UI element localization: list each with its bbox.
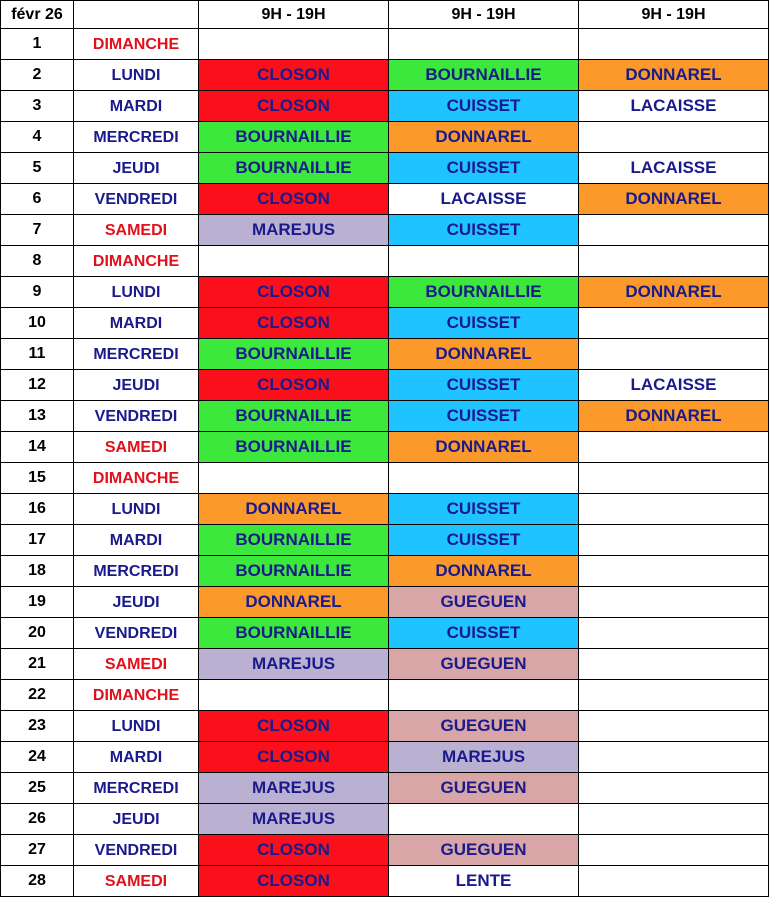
shift-cell: [579, 494, 769, 525]
weekday-label: VENDREDI: [94, 842, 178, 859]
table-row: [1, 153, 769, 184]
table-row: [1, 184, 769, 215]
weekday-cell: [74, 60, 199, 91]
weekday-cell: [74, 246, 199, 277]
shift-cell: DONNAREL: [199, 587, 389, 618]
weekday-label: VENDREDI: [94, 191, 178, 208]
shift-cell: CLOSON: [199, 835, 389, 866]
table-row: [1, 463, 769, 494]
shift-cell: [389, 804, 579, 835]
weekday-label: JEUDI: [112, 594, 160, 611]
month-label: févr 26: [1, 1, 74, 29]
weekday-cell: [74, 525, 199, 556]
shift-cell: CUISSET: [389, 618, 579, 649]
table-row: [1, 91, 769, 122]
table-row: [1, 339, 769, 370]
day-number: 1: [1, 29, 74, 60]
day-number: 4: [1, 122, 74, 153]
shift-cell: BOURNAILLIE: [199, 556, 389, 587]
shift-cell: GUEGUEN: [389, 835, 579, 866]
shift-cell: [579, 246, 769, 277]
weekday-label: MARDI: [109, 532, 163, 549]
day-number: 19: [1, 587, 74, 618]
table-row: [1, 866, 769, 897]
shift-cell: DONNAREL: [389, 556, 579, 587]
table-row: [1, 556, 769, 587]
weekday-label: DIMANCHE: [92, 687, 180, 704]
day-number: 20: [1, 618, 74, 649]
shift-cell: [579, 618, 769, 649]
weekday-cell: [74, 835, 199, 866]
weekday-label: SAMEDI: [104, 873, 168, 890]
header-row: [1, 1, 769, 29]
day-number: 16: [1, 494, 74, 525]
table-row: [1, 525, 769, 556]
shift-cell: BOURNAILLIE: [199, 339, 389, 370]
shift-cell: [389, 680, 579, 711]
day-number: 15: [1, 463, 74, 494]
shift-cell: DONNAREL: [579, 184, 769, 215]
shift-cell: GUEGUEN: [389, 773, 579, 804]
shift-cell: CUISSET: [389, 308, 579, 339]
shift-cell: [579, 215, 769, 246]
shift-cell: [579, 432, 769, 463]
day-number: 26: [1, 804, 74, 835]
weekday-label: SAMEDI: [104, 439, 168, 456]
shift-cell: CLOSON: [199, 277, 389, 308]
day-number: 8: [1, 246, 74, 277]
shift-cell: DONNAREL: [389, 339, 579, 370]
weekday-label: MERCREDI: [93, 563, 179, 580]
shift-cell: CUISSET: [389, 525, 579, 556]
shift-cell: [199, 246, 389, 277]
weekday-cell: [74, 680, 199, 711]
shift-cell: DONNAREL: [389, 432, 579, 463]
day-number: 2: [1, 60, 74, 91]
weekday-cell: [74, 401, 199, 432]
table-row: [1, 370, 769, 401]
day-number: 7: [1, 215, 74, 246]
day-number: 18: [1, 556, 74, 587]
weekday-label: LUNDI: [111, 501, 161, 518]
weekday-cell: [74, 122, 199, 153]
table-row: [1, 835, 769, 866]
weekday-label: SAMEDI: [104, 222, 168, 239]
shift-cell: CLOSON: [199, 742, 389, 773]
shift-cell: LACAISSE: [579, 153, 769, 184]
shift-cell: [579, 866, 769, 897]
day-number: 24: [1, 742, 74, 773]
table-row: [1, 587, 769, 618]
weekday-label: MERCREDI: [93, 346, 179, 363]
table-row: [1, 215, 769, 246]
table-row: [1, 804, 769, 835]
weekday-label: MERCREDI: [93, 129, 179, 146]
weekday-cell: [74, 866, 199, 897]
day-number: 17: [1, 525, 74, 556]
weekday-cell: [74, 184, 199, 215]
day-number: 9: [1, 277, 74, 308]
day-number: 22: [1, 680, 74, 711]
weekday-label: MARDI: [109, 98, 163, 115]
slot-header-2: 9H - 19H: [389, 1, 579, 29]
shift-cell: DONNAREL: [579, 277, 769, 308]
shift-cell: CLOSON: [199, 308, 389, 339]
shift-cell: GUEGUEN: [389, 649, 579, 680]
shift-cell: [579, 742, 769, 773]
table-row: [1, 773, 769, 804]
shift-cell: DONNAREL: [579, 401, 769, 432]
shift-cell: CUISSET: [389, 153, 579, 184]
weekday-label: LUNDI: [111, 67, 161, 84]
day-number: 25: [1, 773, 74, 804]
shift-cell: [579, 773, 769, 804]
shift-cell: [579, 308, 769, 339]
shift-cell: [579, 463, 769, 494]
shift-cell: [579, 680, 769, 711]
weekday-cell: [74, 432, 199, 463]
shift-cell: [199, 680, 389, 711]
weekday-cell: [74, 277, 199, 308]
weekday-cell: [74, 29, 199, 60]
table-row: [1, 618, 769, 649]
day-number: 10: [1, 308, 74, 339]
weekday-cell: [74, 153, 199, 184]
shift-cell: [579, 525, 769, 556]
table-row: [1, 122, 769, 153]
shift-cell: [579, 122, 769, 153]
slot-header-1: 9H - 19H: [199, 1, 389, 29]
shift-cell: BOURNAILLIE: [199, 432, 389, 463]
weekday-cell: [74, 649, 199, 680]
shift-cell: BOURNAILLIE: [199, 401, 389, 432]
weekday-cell: [74, 215, 199, 246]
day-number: 28: [1, 866, 74, 897]
shift-cell: [579, 711, 769, 742]
shift-cell: LENTE: [389, 866, 579, 897]
table-row: [1, 494, 769, 525]
shift-cell: DONNAREL: [579, 60, 769, 91]
shift-cell: [579, 556, 769, 587]
table-row: [1, 680, 769, 711]
table-row: [1, 742, 769, 773]
shift-cell: CLOSON: [199, 60, 389, 91]
shift-cell: DONNAREL: [199, 494, 389, 525]
table-row: [1, 308, 769, 339]
shift-cell: CUISSET: [389, 494, 579, 525]
weekday-header: [74, 1, 199, 29]
day-number: 3: [1, 91, 74, 122]
weekday-cell: [74, 370, 199, 401]
day-number: 27: [1, 835, 74, 866]
shift-cell: MAREJUS: [199, 215, 389, 246]
shift-cell: [199, 463, 389, 494]
shift-cell: [389, 246, 579, 277]
table-row: [1, 246, 769, 277]
shift-cell: LACAISSE: [579, 370, 769, 401]
shift-cell: [389, 463, 579, 494]
table-row: [1, 432, 769, 463]
weekday-cell: [74, 742, 199, 773]
day-number: 12: [1, 370, 74, 401]
shift-cell: CLOSON: [199, 866, 389, 897]
weekday-label: LUNDI: [111, 718, 161, 735]
day-number: 5: [1, 153, 74, 184]
shift-cell: DONNAREL: [389, 122, 579, 153]
shift-cell: CLOSON: [199, 711, 389, 742]
shift-cell: MAREJUS: [199, 773, 389, 804]
weekday-label: SAMEDI: [104, 656, 168, 673]
shift-cell: BOURNAILLIE: [199, 122, 389, 153]
shift-cell: CUISSET: [389, 370, 579, 401]
day-number: 6: [1, 184, 74, 215]
weekday-label: DIMANCHE: [92, 253, 180, 270]
shift-cell: [579, 804, 769, 835]
weekday-label: MARDI: [109, 749, 163, 766]
shift-cell: BOURNAILLIE: [199, 525, 389, 556]
weekday-cell: [74, 494, 199, 525]
weekday-cell: [74, 618, 199, 649]
shift-cell: LACAISSE: [579, 91, 769, 122]
shift-cell: GUEGUEN: [389, 711, 579, 742]
weekday-label: VENDREDI: [94, 625, 178, 642]
weekday-cell: [74, 308, 199, 339]
shift-cell: [579, 835, 769, 866]
weekday-label: JEUDI: [112, 811, 160, 828]
day-number: 14: [1, 432, 74, 463]
table-row: [1, 401, 769, 432]
slot-header-3: 9H - 19H: [579, 1, 769, 29]
shift-cell: CLOSON: [199, 370, 389, 401]
shift-cell: [389, 29, 579, 60]
shift-cell: CUISSET: [389, 91, 579, 122]
table-row: [1, 29, 769, 60]
weekday-label: DIMANCHE: [92, 470, 180, 487]
shift-cell: BOURNAILLIE: [199, 618, 389, 649]
shift-cell: [579, 649, 769, 680]
weekday-cell: [74, 804, 199, 835]
weekday-cell: [74, 556, 199, 587]
shift-cell: CLOSON: [199, 184, 389, 215]
shift-cell: [199, 29, 389, 60]
shift-cell: [579, 339, 769, 370]
weekday-label: JEUDI: [112, 377, 160, 394]
weekday-cell: [74, 463, 199, 494]
weekday-label: JEUDI: [112, 160, 160, 177]
day-number: 21: [1, 649, 74, 680]
weekday-label: MERCREDI: [93, 780, 179, 797]
shift-cell: MAREJUS: [199, 804, 389, 835]
shift-cell: CUISSET: [389, 215, 579, 246]
shift-cell: [579, 587, 769, 618]
weekday-cell: [74, 339, 199, 370]
shift-cell: CLOSON: [199, 91, 389, 122]
day-number: 11: [1, 339, 74, 370]
weekday-label: LUNDI: [111, 284, 161, 301]
shift-cell: BOURNAILLIE: [199, 153, 389, 184]
weekday-label: VENDREDI: [94, 408, 178, 425]
weekday-cell: [74, 587, 199, 618]
weekday-label: DIMANCHE: [92, 36, 180, 53]
weekday-cell: [74, 91, 199, 122]
weekday-cell: [74, 773, 199, 804]
shift-cell: LACAISSE: [389, 184, 579, 215]
shift-cell: BOURNAILLIE: [389, 60, 579, 91]
shift-cell: MAREJUS: [199, 649, 389, 680]
table-row: [1, 649, 769, 680]
shift-cell: BOURNAILLIE: [389, 277, 579, 308]
shift-cell: MAREJUS: [389, 742, 579, 773]
day-number: 23: [1, 711, 74, 742]
weekday-label: MARDI: [109, 315, 163, 332]
shift-cell: [579, 29, 769, 60]
table-row: [1, 711, 769, 742]
shift-cell: CUISSET: [389, 401, 579, 432]
table-row: [1, 277, 769, 308]
table-row: [1, 60, 769, 91]
shift-cell: GUEGUEN: [389, 587, 579, 618]
weekday-cell: [74, 711, 199, 742]
day-number: 13: [1, 401, 74, 432]
